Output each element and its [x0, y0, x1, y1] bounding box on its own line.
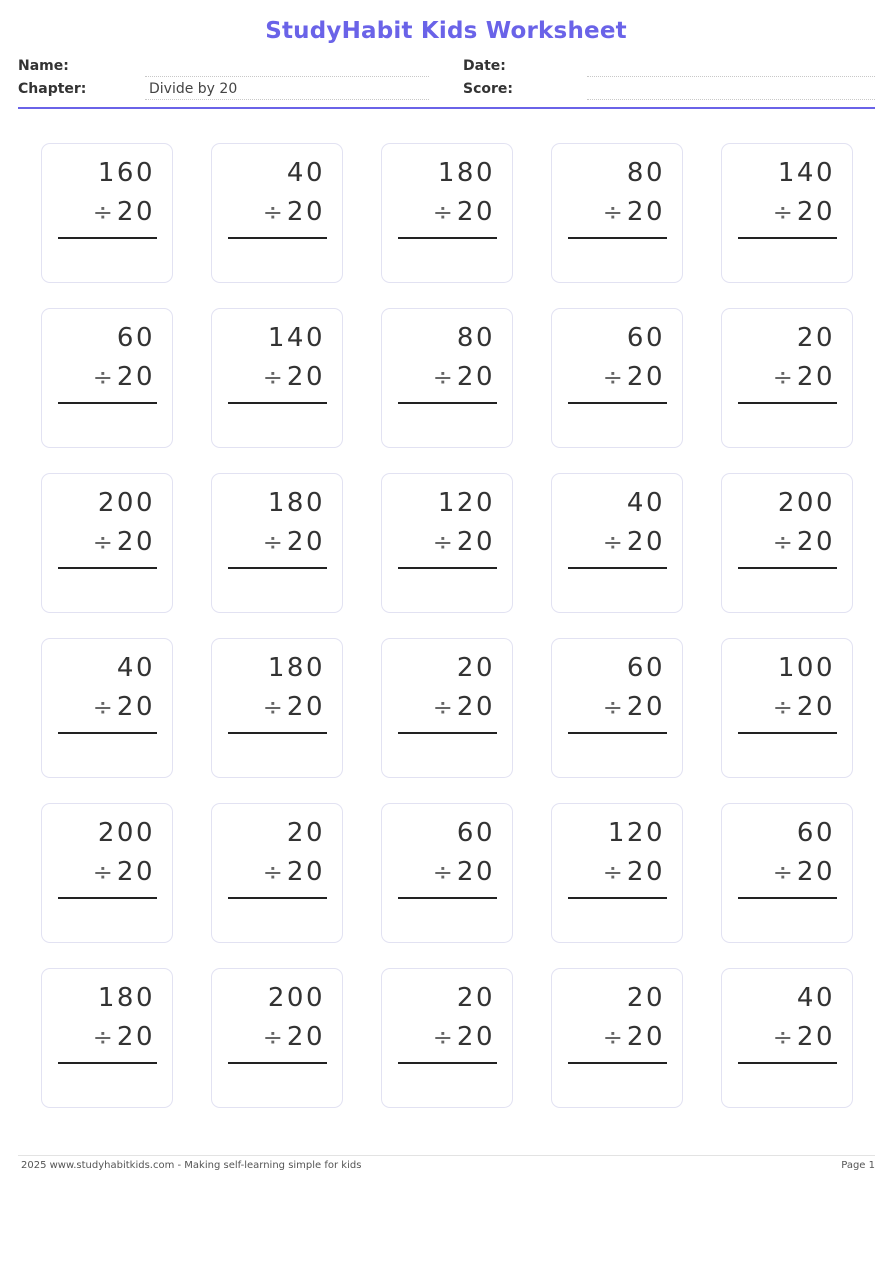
- divide-sign: ÷: [772, 363, 797, 391]
- divide-sign: ÷: [772, 858, 797, 886]
- divisor-row: [263, 692, 325, 722]
- divisor: 20: [116, 692, 155, 722]
- footer-credit: 2025 www.studyhabitkids.com - Making self-learning simple for kids: [21, 1160, 362, 1171]
- answer-line[interactable]: [228, 237, 327, 239]
- answer-line[interactable]: [738, 732, 837, 734]
- divisor-row: [93, 857, 155, 887]
- divisor: 20: [286, 527, 325, 557]
- score-line: [587, 99, 875, 100]
- problem-card: [721, 803, 853, 943]
- dividend: 180: [267, 653, 325, 683]
- problem-card: [41, 803, 173, 943]
- divisor: 20: [796, 1022, 835, 1052]
- divide-sign: ÷: [602, 858, 627, 886]
- dividend: 120: [437, 488, 495, 518]
- name-date-row: [18, 56, 875, 78]
- divisor: 20: [456, 527, 495, 557]
- problem-card: [41, 308, 173, 448]
- problem-card: [41, 638, 173, 778]
- problem-card: [551, 968, 683, 1108]
- divisor-row: [603, 362, 665, 392]
- divide-sign: ÷: [92, 198, 117, 226]
- answer-line[interactable]: [398, 567, 497, 569]
- divisor-row: [773, 692, 835, 722]
- dividend: 40: [796, 983, 835, 1013]
- divisor: 20: [116, 197, 155, 227]
- answer-line[interactable]: [568, 732, 667, 734]
- divisor: 20: [796, 857, 835, 887]
- divide-sign: ÷: [772, 1023, 797, 1051]
- divide-sign: ÷: [432, 858, 457, 886]
- dividend: 200: [777, 488, 835, 518]
- problem-card: [211, 968, 343, 1108]
- divisor: 20: [626, 362, 665, 392]
- divisor: 20: [626, 527, 665, 557]
- divisor-row: [603, 857, 665, 887]
- divisor-row: [93, 197, 155, 227]
- divide-sign: ÷: [92, 363, 117, 391]
- problem-card: [211, 803, 343, 943]
- divisor-row: [263, 857, 325, 887]
- answer-line[interactable]: [58, 402, 157, 404]
- divisor-row: [603, 692, 665, 722]
- answer-line[interactable]: [58, 567, 157, 569]
- divisor: 20: [286, 1022, 325, 1052]
- answer-line[interactable]: [568, 237, 667, 239]
- answer-line[interactable]: [738, 567, 837, 569]
- score-label: Score:: [463, 81, 513, 97]
- problem-card: [211, 308, 343, 448]
- divisor: 20: [796, 527, 835, 557]
- divisor-row: [263, 1022, 325, 1052]
- divisor: 20: [626, 692, 665, 722]
- answer-line[interactable]: [58, 897, 157, 899]
- divisor-row: [433, 692, 495, 722]
- answer-line[interactable]: [738, 402, 837, 404]
- divisor-row: [433, 527, 495, 557]
- problem-card: [381, 308, 513, 448]
- divisor-row: [433, 362, 495, 392]
- dividend: 40: [286, 158, 325, 188]
- problem-card: [41, 473, 173, 613]
- problem-card: [551, 308, 683, 448]
- answer-line[interactable]: [738, 897, 837, 899]
- divisor: 20: [116, 527, 155, 557]
- dividend: 20: [286, 818, 325, 848]
- divisor: 20: [456, 857, 495, 887]
- divisor-row: [263, 197, 325, 227]
- divide-sign: ÷: [772, 198, 797, 226]
- divide-sign: ÷: [772, 693, 797, 721]
- divide-sign: ÷: [262, 198, 287, 226]
- divisor: 20: [456, 362, 495, 392]
- problem-card: [381, 143, 513, 283]
- divide-sign: ÷: [262, 1023, 287, 1051]
- dividend: 180: [97, 983, 155, 1013]
- divisor: 20: [286, 197, 325, 227]
- chapter-value: Divide by 20: [149, 81, 238, 97]
- divisor-row: [93, 692, 155, 722]
- divide-sign: ÷: [602, 198, 627, 226]
- answer-line[interactable]: [58, 732, 157, 734]
- divisor: 20: [796, 692, 835, 722]
- divisor: 20: [116, 1022, 155, 1052]
- answer-line[interactable]: [568, 402, 667, 404]
- answer-line[interactable]: [398, 237, 497, 239]
- divisor: 20: [456, 197, 495, 227]
- answer-line[interactable]: [58, 237, 157, 239]
- answer-line[interactable]: [228, 1062, 327, 1064]
- chapter-score-row: [18, 79, 875, 101]
- problem-card: [551, 473, 683, 613]
- problem-card: [41, 968, 173, 1108]
- dividend: 60: [456, 818, 495, 848]
- problem-card: [211, 143, 343, 283]
- dividend: 140: [777, 158, 835, 188]
- date-label: Date:: [463, 58, 506, 74]
- divide-sign: ÷: [262, 528, 287, 556]
- problem-card: [551, 803, 683, 943]
- answer-line[interactable]: [738, 1062, 837, 1064]
- divisor: 20: [286, 362, 325, 392]
- answer-line[interactable]: [228, 897, 327, 899]
- divisor: 20: [626, 857, 665, 887]
- problem-card: [381, 638, 513, 778]
- divide-sign: ÷: [432, 363, 457, 391]
- answer-line[interactable]: [568, 1062, 667, 1064]
- dividend: 200: [97, 488, 155, 518]
- problem-card: [721, 308, 853, 448]
- divisor-row: [773, 1022, 835, 1052]
- name-label: Name:: [18, 58, 69, 74]
- divisor-row: [433, 857, 495, 887]
- divide-sign: ÷: [92, 528, 117, 556]
- name-line: [145, 76, 429, 77]
- divide-sign: ÷: [92, 1023, 117, 1051]
- problem-card: [721, 638, 853, 778]
- divide-sign: ÷: [602, 693, 627, 721]
- divisor-row: [773, 362, 835, 392]
- answer-line[interactable]: [738, 237, 837, 239]
- divide-sign: ÷: [602, 528, 627, 556]
- answer-line[interactable]: [228, 567, 327, 569]
- date-line: [587, 76, 875, 77]
- divisor: 20: [626, 197, 665, 227]
- problem-card: [721, 968, 853, 1108]
- dividend: 200: [267, 983, 325, 1013]
- divide-sign: ÷: [772, 528, 797, 556]
- problem-card: [41, 143, 173, 283]
- dividend: 60: [626, 323, 665, 353]
- divisor-row: [603, 197, 665, 227]
- divide-sign: ÷: [92, 693, 117, 721]
- divide-sign: ÷: [432, 1023, 457, 1051]
- dividend: 40: [116, 653, 155, 683]
- divisor-row: [433, 197, 495, 227]
- problem-card: [551, 143, 683, 283]
- divisor-row: [603, 527, 665, 557]
- answer-line[interactable]: [58, 1062, 157, 1064]
- header-divider: [18, 107, 875, 109]
- dividend: 80: [626, 158, 665, 188]
- worksheet-title: StudyHabit Kids Worksheet: [265, 18, 627, 44]
- divide-sign: ÷: [432, 528, 457, 556]
- problem-card: [381, 803, 513, 943]
- answer-line[interactable]: [228, 732, 327, 734]
- answer-line[interactable]: [398, 732, 497, 734]
- problem-card: [211, 638, 343, 778]
- problem-card: [721, 143, 853, 283]
- problem-card: [721, 473, 853, 613]
- dividend: 180: [437, 158, 495, 188]
- chapter-label: Chapter:: [18, 81, 87, 97]
- answer-line[interactable]: [398, 1062, 497, 1064]
- divisor-row: [93, 1022, 155, 1052]
- dividend: 20: [626, 983, 665, 1013]
- divisor: 20: [456, 1022, 495, 1052]
- divisor-row: [93, 362, 155, 392]
- dividend: 140: [267, 323, 325, 353]
- page-number: Page 1: [841, 1160, 875, 1171]
- dividend: 200: [97, 818, 155, 848]
- dividend: 80: [456, 323, 495, 353]
- divide-sign: ÷: [602, 1023, 627, 1051]
- divisor-row: [773, 527, 835, 557]
- dividend: 60: [796, 818, 835, 848]
- divide-sign: ÷: [262, 693, 287, 721]
- answer-line[interactable]: [398, 402, 497, 404]
- answer-line[interactable]: [398, 897, 497, 899]
- divisor-row: [263, 527, 325, 557]
- problem-card: [381, 473, 513, 613]
- divide-sign: ÷: [262, 858, 287, 886]
- divisor: 20: [626, 1022, 665, 1052]
- divisor: 20: [796, 197, 835, 227]
- dividend: 20: [456, 983, 495, 1013]
- divisor: 20: [116, 857, 155, 887]
- problem-card: [551, 638, 683, 778]
- divide-sign: ÷: [432, 198, 457, 226]
- divisor-row: [93, 527, 155, 557]
- dividend: 40: [626, 488, 665, 518]
- dividend: 20: [456, 653, 495, 683]
- divide-sign: ÷: [92, 858, 117, 886]
- divisor: 20: [286, 857, 325, 887]
- dividend: 180: [267, 488, 325, 518]
- divisor: 20: [286, 692, 325, 722]
- divide-sign: ÷: [262, 363, 287, 391]
- dividend: 60: [626, 653, 665, 683]
- divisor-row: [773, 197, 835, 227]
- divisor-row: [773, 857, 835, 887]
- problem-card: [381, 968, 513, 1108]
- divisor-row: [603, 1022, 665, 1052]
- dividend: 100: [777, 653, 835, 683]
- dividend: 20: [796, 323, 835, 353]
- dividend: 120: [607, 818, 665, 848]
- divisor: 20: [456, 692, 495, 722]
- divide-sign: ÷: [602, 363, 627, 391]
- answer-line[interactable]: [228, 402, 327, 404]
- answer-line[interactable]: [568, 567, 667, 569]
- divisor-row: [263, 362, 325, 392]
- footer-divider: [18, 1155, 875, 1156]
- problem-card: [211, 473, 343, 613]
- dividend: 60: [116, 323, 155, 353]
- divisor-row: [433, 1022, 495, 1052]
- divide-sign: ÷: [432, 693, 457, 721]
- chapter-line: [145, 99, 429, 100]
- answer-line[interactable]: [568, 897, 667, 899]
- divisor: 20: [796, 362, 835, 392]
- divisor: 20: [116, 362, 155, 392]
- dividend: 160: [97, 158, 155, 188]
